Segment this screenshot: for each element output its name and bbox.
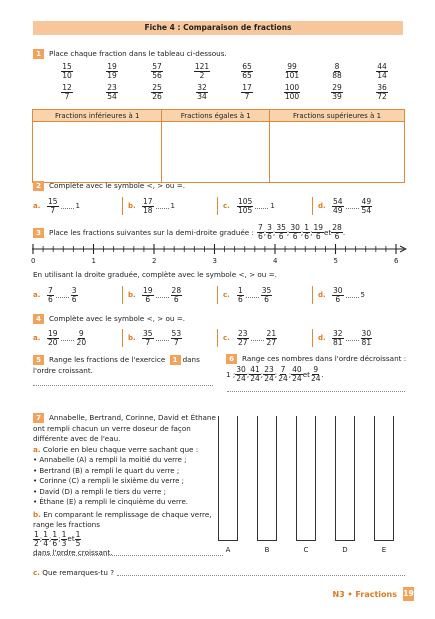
- denominator: 6: [264, 294, 269, 304]
- fraction: [263, 223, 276, 241]
- numerator: 8: [334, 62, 340, 71]
- denominator: 6: [48, 294, 53, 304]
- separator: ;: [300, 228, 304, 237]
- glass-label: B: [264, 546, 270, 554]
- column-divider: [122, 197, 123, 215]
- numerator: 30: [290, 223, 300, 232]
- separator: et: [67, 533, 75, 543]
- comparison-item: [223, 327, 277, 349]
- denominator: 7: [50, 205, 56, 215]
- numerator: 36: [377, 83, 387, 92]
- answer-blank[interactable]: [251, 335, 264, 341]
- tick-label: 5: [333, 257, 338, 265]
- fraction: [187, 84, 217, 101]
- denominator: 105: [238, 205, 253, 215]
- answer-line-6[interactable]: [227, 391, 405, 392]
- column-divider: [312, 329, 313, 347]
- denominator: 24: [278, 374, 288, 383]
- fraction: [97, 84, 127, 101]
- fraction: [237, 330, 249, 347]
- separator: ;: [48, 533, 52, 543]
- denominator: 24: [236, 374, 246, 383]
- tick-label: 0: [31, 257, 36, 265]
- numerator: 28: [332, 223, 342, 232]
- column-divider: [122, 286, 123, 304]
- answer-line-5[interactable]: [33, 385, 213, 386]
- tick-label: 1: [91, 257, 96, 265]
- fraction: [142, 198, 154, 215]
- value: 1: [75, 202, 81, 210]
- denominator: 49: [333, 205, 343, 215]
- table-cell-inferior[interactable]: [33, 122, 162, 183]
- fraction: [76, 330, 88, 347]
- comparison-item: [318, 327, 372, 349]
- exercise-4-title: 4 Complète avec le symbole <, > ou =.: [33, 314, 185, 324]
- numerator: 1: [61, 529, 67, 539]
- numerator: 41: [250, 365, 260, 374]
- comparison-item: [128, 327, 182, 349]
- numerator: 21: [266, 328, 277, 338]
- fraction: [171, 287, 183, 304]
- column-divider: [312, 197, 313, 215]
- numerator: 54: [333, 196, 343, 206]
- exercise-6-fractions: [226, 366, 411, 383]
- answer-blank[interactable]: [346, 203, 359, 209]
- separator: ;: [286, 228, 290, 237]
- separator: ;: [310, 228, 313, 237]
- denominator: 4: [43, 538, 48, 548]
- denominator: 72: [377, 92, 387, 101]
- numerator: 32: [333, 328, 343, 338]
- answer-line-7b[interactable]: [33, 555, 223, 556]
- denominator: 39: [332, 92, 342, 101]
- fraction-sort-table: [32, 109, 405, 183]
- fraction: [332, 198, 344, 215]
- fraction: [367, 84, 397, 101]
- fraction: [142, 63, 172, 80]
- tick-label: 2: [152, 257, 157, 265]
- fraction: [237, 198, 253, 215]
- denominator: 101: [284, 71, 300, 80]
- separator: ;: [260, 370, 264, 379]
- exercise-number: 5: [33, 355, 44, 365]
- glass-label: D: [342, 546, 348, 554]
- denominator: 6: [278, 232, 284, 241]
- item-label: c.: [223, 334, 230, 342]
- item-label: b.: [128, 202, 136, 210]
- denominator: 88: [332, 71, 342, 80]
- glass-label: C: [303, 546, 309, 554]
- numerator: 105: [238, 196, 253, 206]
- numerator: 40: [292, 365, 302, 374]
- fraction: [75, 531, 82, 548]
- measuring-glass[interactable]: [335, 416, 355, 541]
- item-label: d.: [318, 334, 326, 342]
- table-header-inferior: Fractions inférieures à 1: [33, 110, 162, 122]
- exercise-7c: c. Que remarques-tu ?: [33, 568, 115, 577]
- numerator: 19: [48, 328, 58, 338]
- fraction: [142, 330, 154, 347]
- numerator: 9: [78, 328, 84, 338]
- numerator: 23: [238, 328, 248, 338]
- exercise-number: 1: [33, 49, 44, 59]
- denominator: 24: [292, 374, 302, 383]
- table-cell-superior[interactable]: [269, 122, 404, 183]
- exercise-5: 5 Range les fractions de l'exercice 1 dans l'ordre croissant.: [33, 355, 200, 375]
- denominator: 6: [335, 294, 341, 304]
- numerator: 3: [71, 285, 77, 295]
- denominator: 20: [76, 337, 87, 347]
- fraction: [232, 63, 262, 80]
- answer-blank[interactable]: [246, 292, 259, 298]
- fraction: [286, 223, 304, 241]
- numerator: 1: [304, 223, 310, 232]
- measuring-glass[interactable]: [374, 416, 394, 541]
- numerator: 19: [143, 285, 153, 295]
- denominator: 7: [244, 92, 250, 101]
- denominator: 6: [304, 232, 310, 241]
- numerator: 9: [313, 365, 319, 374]
- denominator: 6: [257, 232, 263, 241]
- answer-blank[interactable]: [156, 335, 169, 341]
- exercise-6: 6 Range ces nombres dans l'ordre décroissant : 1 ; $\frac{30}{24}$ ; $\frac{41}{24}$ ; $\frac{23}{24}$ ; $\frac{7}{24}$ ; $\frac{40}{24}$ et $\frac{9}{24}$ .: [226, 354, 411, 383]
- denominator: 7: [145, 337, 151, 347]
- fraction: [232, 84, 262, 101]
- fraction: [288, 365, 303, 383]
- numerator: 23: [264, 365, 274, 374]
- fraction-row-1: [52, 63, 397, 80]
- fraction: [257, 223, 267, 241]
- fraction-row-2: [52, 84, 397, 101]
- list-item: • Corinne (C) a rempli le sixième du verre ;: [33, 477, 184, 485]
- denominator: 6: [292, 232, 298, 241]
- fraction: [274, 365, 292, 383]
- fraction: [277, 84, 307, 101]
- column-divider: [312, 286, 313, 304]
- numerator: 30: [333, 285, 343, 295]
- answer-line-7c[interactable]: [117, 575, 405, 576]
- conjunction: et: [324, 228, 332, 237]
- numerator: 49: [361, 196, 372, 206]
- measuring-glass[interactable]: [218, 416, 238, 541]
- numerator: 23: [107, 83, 117, 92]
- fraction: [235, 365, 250, 383]
- numerator: 7: [280, 365, 286, 374]
- numerator: 35: [276, 223, 286, 232]
- tick-label: 4: [273, 257, 278, 265]
- answer-blank[interactable]: [61, 203, 74, 209]
- compare-row-s3: [33, 284, 405, 306]
- comparison-item: [318, 195, 372, 217]
- denominator: 24: [310, 374, 321, 383]
- punctuation: .: [342, 228, 346, 237]
- comparison-item: [33, 327, 87, 349]
- denominator: 24: [250, 374, 260, 383]
- numerator: 35: [143, 328, 153, 338]
- fraction: [331, 223, 346, 241]
- answer-blank[interactable]: [346, 335, 359, 341]
- numerator: 17: [143, 196, 153, 206]
- denominator: 18: [143, 205, 153, 215]
- item-label: b.: [128, 291, 136, 299]
- numerator: 1: [238, 285, 243, 295]
- fraction: [142, 84, 172, 101]
- numerator: 1: [75, 529, 81, 539]
- numerator: 57: [152, 62, 162, 71]
- denominator: 65: [242, 71, 252, 80]
- column-divider: [122, 329, 123, 347]
- exercise-number: 6: [226, 354, 237, 364]
- exercise-number: 3: [33, 228, 44, 238]
- denominator: 6: [145, 294, 151, 304]
- fraction: [47, 287, 54, 304]
- separator: ;: [272, 228, 276, 237]
- exercise-3-title: 3 Place les fractions suivantes sur la demi-droite graduée : $\frac{7}{6}$ ; $\frac{3}{6}$ ; $\frac{35}{6}$ ; $\frac{30}{6}$ ; $\frac{1}{6}$ ; $\frac{19}{6}$ et $\frac{28}{6}$ .: [33, 224, 345, 241]
- tick-label: 3: [212, 257, 217, 265]
- denominator: 34: [197, 92, 207, 101]
- denominator: 24: [264, 374, 274, 383]
- value: 1: [270, 202, 275, 210]
- exercise-reference: 1: [170, 355, 181, 365]
- comparison-item: [33, 195, 80, 217]
- denominator: 6: [315, 232, 321, 241]
- list-item: • Éthane (E) a rempli le cinquième du verre.: [33, 498, 189, 506]
- item-label: b.: [128, 334, 136, 342]
- denominator: 27: [238, 337, 248, 347]
- table-header-superior: Fractions supérieures à 1: [269, 110, 404, 122]
- exercise-7-fractions: [33, 531, 225, 548]
- numerator: 29: [332, 83, 342, 92]
- numerator: 7: [257, 223, 263, 232]
- fraction: [171, 330, 183, 347]
- item-label: a.: [33, 291, 41, 299]
- numerator: 65: [242, 62, 252, 71]
- fraction: [33, 529, 43, 548]
- numerator: 7: [48, 285, 53, 295]
- fraction: [361, 330, 373, 347]
- denominator: 6: [52, 538, 58, 548]
- denominator: 100: [284, 92, 300, 101]
- list-item: • David (D) a rempli le tiers du verre ;: [33, 487, 166, 496]
- comparison-item: [128, 195, 175, 217]
- comparison-item: [33, 284, 78, 306]
- item-label: c.: [223, 202, 230, 210]
- fraction: [310, 366, 322, 383]
- fraction: [142, 287, 154, 304]
- denominator: 2: [199, 71, 205, 80]
- value: 5: [360, 291, 366, 299]
- separator: ;: [39, 533, 43, 543]
- answer-blank[interactable]: [56, 292, 69, 298]
- denominator: 7: [173, 337, 179, 347]
- denominator: 27: [266, 337, 277, 347]
- list-item: • Annabelle (A) a rempli la moitié du verre ;: [33, 456, 187, 464]
- measuring-glass[interactable]: [257, 416, 277, 541]
- denominator: 6: [173, 294, 179, 304]
- answer-blank[interactable]: [61, 335, 74, 341]
- numerator: 30: [361, 328, 372, 338]
- footer: [332, 587, 414, 601]
- measuring-glass[interactable]: [296, 416, 316, 541]
- numerator: 32: [197, 83, 207, 92]
- fraction: [322, 63, 352, 80]
- denominator: 5: [75, 538, 81, 548]
- column-divider: [217, 286, 218, 304]
- fraction: [237, 287, 244, 304]
- table-header-equal: Fractions égales à 1: [162, 110, 270, 122]
- fraction: [48, 529, 61, 548]
- answer-blank[interactable]: [255, 203, 268, 209]
- fraction: [97, 63, 127, 80]
- numerator: 121: [194, 62, 210, 71]
- numerator: 15: [48, 196, 58, 206]
- denominator: 20: [48, 337, 58, 347]
- instruction-list: [33, 455, 225, 508]
- denominator: 2: [34, 538, 39, 548]
- fraction: [332, 287, 344, 304]
- denominator: 10: [62, 71, 72, 80]
- fraction: [47, 198, 59, 215]
- denominator: 81: [333, 337, 343, 347]
- denominator: 81: [361, 337, 372, 347]
- page-number: 19: [403, 587, 414, 601]
- comparison-item: [318, 284, 365, 306]
- exercise-2-title: 2 Complète avec le symbole <, > ou =.: [33, 181, 185, 191]
- compare-row-s4: [33, 327, 405, 349]
- punctuation: .: [321, 370, 324, 379]
- numerator: 100: [284, 83, 300, 92]
- item-label: a.: [33, 334, 41, 342]
- fraction: [47, 330, 59, 347]
- page-title: Fiche 4 : Comparaison de fractions: [33, 21, 403, 35]
- denominator: 26: [152, 92, 162, 101]
- comparison-item: [128, 284, 182, 306]
- fraction: [52, 63, 82, 80]
- numerator: 1: [52, 529, 58, 539]
- item-label: a.: [33, 202, 41, 210]
- item-label: d.: [318, 202, 326, 210]
- numerator: 19: [313, 223, 324, 232]
- fraction: [266, 330, 278, 347]
- fraction: [322, 84, 352, 101]
- denominator: 19: [107, 71, 117, 80]
- answer-blank[interactable]: [156, 203, 169, 209]
- fraction: [300, 223, 313, 241]
- denominator: 56: [152, 71, 162, 80]
- fraction: [71, 287, 78, 304]
- separator: ;: [58, 533, 61, 543]
- numerator: 44: [377, 62, 387, 71]
- numerator: 30: [236, 365, 246, 374]
- comparison-item: [223, 284, 272, 306]
- fraction: [312, 224, 324, 241]
- denominator: 6: [238, 294, 243, 304]
- denominator: 14: [377, 71, 387, 80]
- denominator: 7: [64, 92, 70, 101]
- tick-label: 6: [394, 257, 399, 265]
- glass-label: E: [381, 546, 387, 554]
- exercise-number: 4: [33, 314, 44, 324]
- fraction: [61, 531, 68, 548]
- fraction: [39, 529, 52, 548]
- chapter-label: N3 • Fractions: [332, 589, 397, 599]
- separator: ;: [288, 370, 292, 379]
- fraction: [52, 84, 82, 101]
- denominator: 54: [107, 92, 117, 101]
- glass-label: A: [225, 546, 231, 554]
- exercise-3-instruction: En utilisant la droite graduée, complète avec le symbole <, > ou =.: [33, 270, 277, 279]
- fraction: [332, 330, 344, 347]
- separator: ;: [274, 370, 278, 379]
- fraction: [367, 63, 397, 80]
- denominator: 54: [361, 205, 372, 215]
- fraction: [246, 365, 264, 383]
- fraction: [277, 63, 307, 80]
- numerator: 15: [62, 62, 72, 71]
- exercise-number: 2: [33, 181, 44, 191]
- denominator: 3: [61, 538, 67, 548]
- numerator: 53: [171, 328, 182, 338]
- table-cell-equal[interactable]: [162, 122, 270, 183]
- separator: ;: [246, 370, 250, 379]
- fraction: [187, 63, 217, 80]
- list-item: • Bertrand (B) a rempli le quart du verre ;: [33, 466, 180, 475]
- numerator: 12: [62, 83, 72, 92]
- exercise-1-title: 1 Place chaque fraction dans le tableau ci-dessous.: [33, 49, 227, 59]
- numerator: 35: [261, 285, 272, 295]
- numerator: 99: [287, 62, 297, 71]
- fraction: [272, 223, 290, 241]
- denominator: 6: [267, 232, 272, 241]
- column-divider: [217, 197, 218, 215]
- numerator: 1: [34, 529, 39, 539]
- denominator: 6: [71, 294, 77, 304]
- numerator: 1: [43, 529, 48, 539]
- numerator: 25: [152, 83, 162, 92]
- fraction: [261, 287, 273, 304]
- fraction: [260, 365, 278, 383]
- separator: et: [302, 370, 310, 379]
- exercise-7: 7 Annabelle, Bertrand, Corinne, David et Éthane ont rempli chacun un verre doseur de façon différente avec de l'eau. a. Colorie en bleu chaque verre sachant que : • Annabelle (A) a rempli la moitié du verre ; • Bertrand (B) a rempli le quart du verre ; • Corinne (C) a rempli le sixième du verre ; • David (D) a rempli le tiers du verre ; • Éthane (E) a rempli le cinquième du verre. b. En comparant le remplissage de chaque verre, range les fractions $\frac{1}{2}$ ; $\frac{1}{4}$ ; $\frac{1}{6}$ ; $\frac{1}{3}$ et $\frac{1}{5}$ dans l'ordre croissant.: [33, 413, 225, 558]
- fraction: [361, 198, 373, 215]
- value: 1: [170, 202, 176, 210]
- column-divider: [217, 329, 218, 347]
- value: 1 ;: [226, 370, 236, 379]
- numerator: 19: [107, 62, 117, 71]
- item-label: d.: [318, 291, 326, 299]
- exercise-number: 7: [33, 413, 44, 423]
- denominator: 6: [334, 232, 340, 241]
- comparison-item: [223, 195, 275, 217]
- numerator: 28: [171, 285, 182, 295]
- answer-blank[interactable]: [346, 292, 359, 298]
- separator: ;: [263, 228, 267, 237]
- item-label: c.: [223, 291, 230, 299]
- numerator: 17: [242, 83, 252, 92]
- numerator: 3: [267, 223, 272, 232]
- answer-blank[interactable]: [156, 292, 169, 298]
- number-line: [32, 243, 407, 255]
- compare-row-s2: [33, 195, 405, 217]
